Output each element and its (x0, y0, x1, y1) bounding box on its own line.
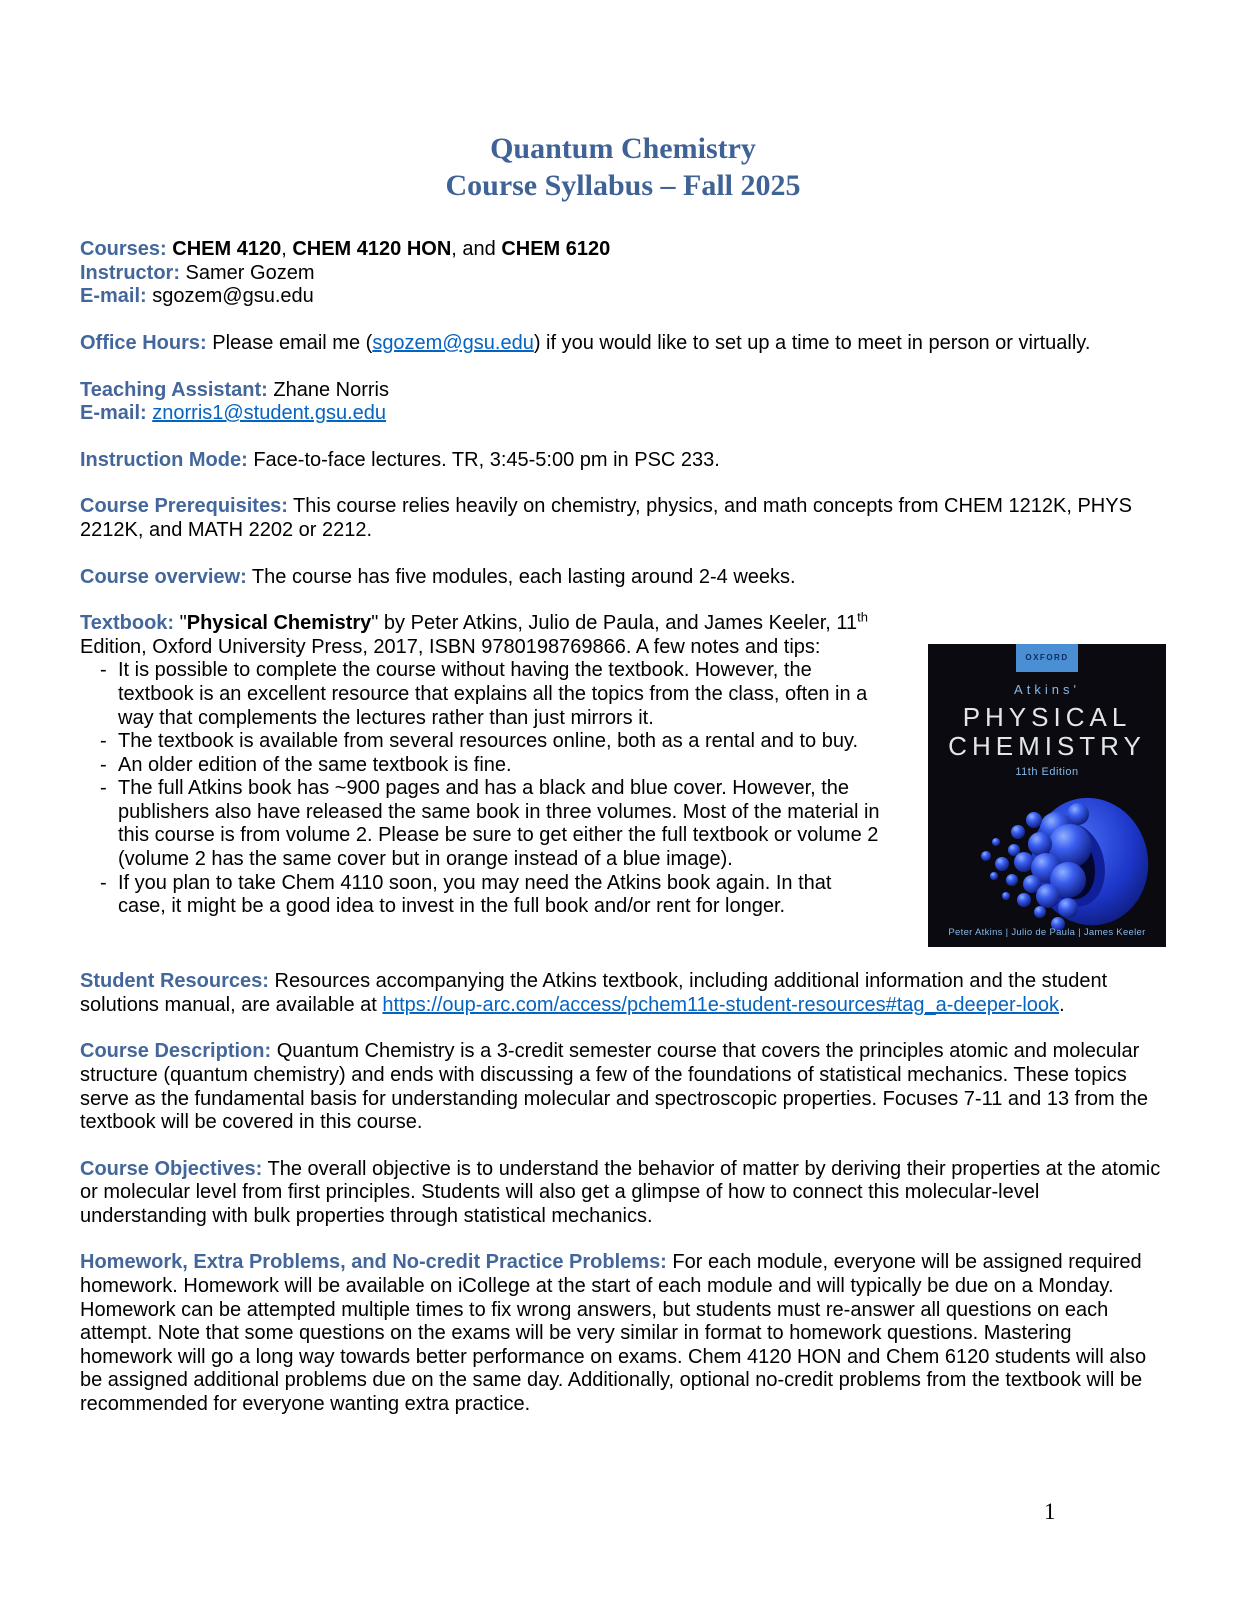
bullet-dash: - (100, 777, 107, 800)
paragraph-textbook (80, 609, 883, 659)
teaching-assistant-name: Zhane Norris (267, 378, 389, 401)
office-hours-text-pre: Please email me ( (206, 331, 373, 354)
course-description-label: Course Description: (80, 1040, 272, 1063)
overview-label: Course overview: (80, 565, 247, 588)
document-title-line1: Quantum Chemistry (490, 132, 756, 165)
document-title-line2: Course Syllabus – Fall 2025 (445, 168, 801, 202)
prerequisites-label: Course Prerequisites: (80, 495, 288, 518)
course-description-text: Quantum Chemistry is a 3-credit semester course that covers the principles atomic and molecular structure (quantum chemistry) and ends with discussing a few of the foundations of statistical mechanics. These topics serve as the fundamental basis for understanding molecular and spectroscopic properties. Focuses 7-11 and 13 from the textbook will be covered in this course. (80, 1040, 1148, 1134)
paragraph-course-description (80, 1040, 1166, 1134)
paragraph-instruction-mode (80, 449, 1166, 473)
student-resources-text-pre: Resources accompanying the Atkins textbook, including additional information and the student solutions manual, are available at (80, 970, 1108, 1016)
book-title-line2: CHEMISTRY (948, 731, 1146, 762)
teaching-assistant-label: Teaching Assistant: (80, 378, 268, 401)
student-resources-link[interactable]: https://oup-arc.com/access/pchem11e-student-resources#tag_a-deeper-look (382, 993, 1060, 1016)
book-cover-column (928, 612, 1166, 947)
instructor-email-label: E-mail: (80, 285, 147, 308)
list-item (80, 730, 883, 754)
textbook-rest-text: Edition, Oxford University Press, 2017, ISBN 9780198769866. A few notes and tips: (80, 635, 821, 658)
bullet-text-5: If you plan to take Chem 4110 soon, you may need the Atkins book again. In that case, it might be a good idea to invest in the full book and/or rent for longer. (118, 871, 832, 918)
instructor-name: Samer Gozem (180, 261, 315, 284)
list-item (80, 754, 883, 778)
book-edition: 11th Edition (1015, 766, 1079, 779)
paragraph-homework (80, 1251, 1166, 1416)
list-item (80, 872, 883, 919)
student-resources-label: Student Resources: (80, 970, 269, 993)
course-code-2: CHEM 4120 HON (292, 238, 452, 261)
textbook-authors-text: " by Peter Atkins, Julio de Paula, and James Keeler, 11 (371, 612, 858, 635)
book-series-name: Atkins' (1014, 682, 1080, 698)
list-item (80, 659, 883, 730)
textbook-label: Textbook: (80, 612, 175, 635)
document-title (80, 131, 1166, 204)
bullet-text-2: The textbook is available from several resources online, both as a rental and to buy. (118, 730, 859, 753)
bullet-dash: - (100, 730, 107, 753)
instruction-mode-label: Instruction Mode: (80, 448, 248, 471)
paragraph-office-hours (80, 332, 1166, 356)
ta-email-label: E-mail: (80, 402, 147, 425)
course-objectives-text: The overall objective is to understand the behavior of matter by deriving their properties at the atomic or molecular level from first principles. Students will also get a glimpse of how to connect this molecular-level understanding with bulk properties through statistical mechanics. (80, 1157, 1161, 1227)
paragraph-course-objectives (80, 1158, 1166, 1229)
book-authors: Peter Atkins | Julio de Paula | James Keeler (948, 926, 1146, 938)
courses-label: Courses: (80, 238, 167, 261)
office-hours-label: Office Hours: (80, 331, 207, 354)
ta-email-link[interactable]: znorris1@student.gsu.edu (152, 402, 387, 425)
oxford-publisher-badge (1016, 644, 1078, 672)
textbook-text-column (80, 609, 928, 919)
prerequisites-text: This course relies heavily on chemistry, physics, and math concepts from CHEM 1212K, PHYS 2212K, and MATH 2202 or 2212. (80, 495, 1132, 541)
bullet-text-3: An older edition of the same textbook is fine. (118, 753, 512, 776)
course-code-1: CHEM 4120 (172, 238, 282, 261)
paragraph-teaching-assistant (80, 379, 1166, 426)
textbook-notes-list (80, 659, 883, 919)
office-hours-email-link[interactable]: sgozem@gsu.edu (372, 331, 534, 354)
paragraph-prerequisites (80, 495, 1166, 542)
course-code-3: CHEM 6120 (501, 238, 611, 261)
textbook-title: Physical Chemistry (186, 612, 372, 635)
paragraph-course-info (80, 238, 1166, 309)
course-separator-1: , (281, 238, 293, 261)
page-number: 1 (1044, 1499, 1056, 1524)
instruction-mode-text: Face-to-face lectures. TR, 3:45-5:00 pm in PSC 233. (247, 448, 720, 471)
bullet-dash: - (100, 659, 107, 682)
book-cover-image (928, 644, 1166, 947)
course-objectives-label: Course Objectives: (80, 1157, 263, 1180)
document-body (80, 0, 1166, 1417)
paragraph-overview (80, 566, 1166, 590)
list-item (80, 777, 883, 871)
molecule-torus-graphic (928, 784, 1166, 934)
textbook-edition-superscript: th (857, 609, 869, 625)
bullet-dash: - (100, 871, 107, 894)
paragraph-student-resources (80, 970, 1166, 1017)
bullet-text-1: It is possible to complete the course without having the textbook. However, the textbook is an excellent resource that explains all the topics from the class, often in a way that complements the lectures rather than just mirrors it. (118, 659, 868, 729)
homework-label: Homework, Extra Problems, and No-credit Practice Problems: (80, 1251, 667, 1274)
homework-text: For each module, everyone will be assigned required homework. Homework will be available on iCollege at the start of each module and will typically be due on a Monday. Homework can be attempted multiple times to fix wrong answers, but students must re-answer all questions on each attempt. Note that some questions on the exams will be very similar in format to homework questions. Mastering homework will go a long way towards better performance on exams. Chem 4120 HON and Chem 6120 students will also be assigned additional problems due on the same day. Additionally, optional no-credit problems from the textbook will be recommended for everyone wanting extra practice. (80, 1251, 1147, 1416)
oxford-badge-label: OXFORD (1025, 653, 1069, 663)
bullet-text-4: The full Atkins book has ~900 pages and has a black and blue cover. However, the publishers also have released the same book in three volumes. Most of the material in this course is from volume 2. Please be sure to get either the full textbook or volume 2 (volume 2 has the same cover but in orange instead of a blue image). (118, 777, 880, 871)
textbook-open-quote: " (174, 612, 187, 635)
overview-text: The course has five modules, each lasting around 2-4 weeks. (246, 565, 796, 588)
bullet-dash: - (100, 753, 107, 776)
instructor-label: Instructor: (80, 261, 180, 284)
course-separator-2: , and (451, 238, 502, 261)
instructor-email-value: sgozem@gsu.edu (146, 285, 314, 308)
office-hours-text-post: ) if you would like to set up a time to meet in person or virtually. (533, 331, 1091, 354)
book-title-line1: PHYSICAL (962, 702, 1132, 733)
student-resources-text-post: . (1059, 993, 1065, 1016)
textbook-section (80, 609, 1166, 947)
